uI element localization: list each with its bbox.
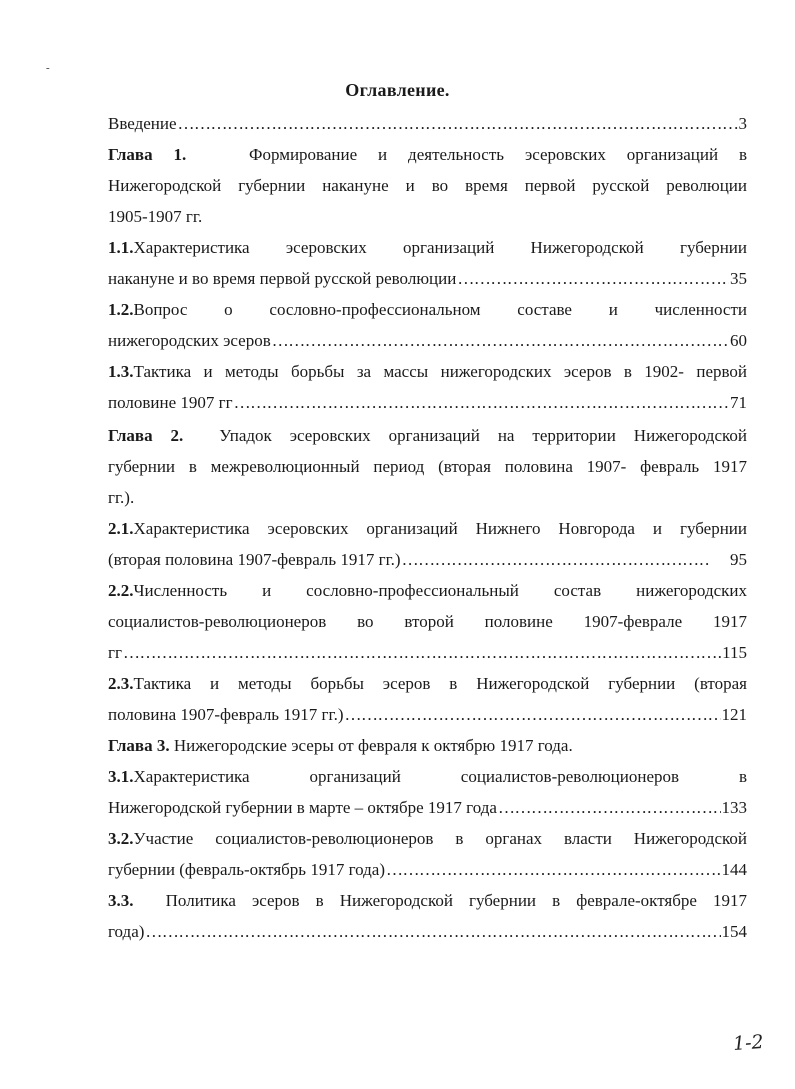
dot-leader (345, 703, 721, 727)
toc-chapter-1-line-3: 1905-1907 гг. (108, 207, 203, 226)
toc-chapter-2-line-2: губернии в межреволюционный период (вторая половина 1907- февраль 1917 (108, 457, 747, 476)
dot-leader (145, 920, 720, 944)
toc-section-label: 2.3. (108, 674, 134, 693)
toc-page-number: 133 (721, 798, 747, 817)
toc-page-number: 154 (721, 922, 747, 941)
toc-section-3-1-line-2: Нижегородской губернии в марте – октябре 1917 года …………………………………………………………………………………………………………………………………………………………… 133 (108, 796, 747, 820)
toc-section-label: 1.1. (108, 238, 134, 257)
dot-leader (386, 858, 721, 882)
toc-section-1-3-line-1: 1.3.Тактика и методы борьбы за массы нижегородских эсеров в 1902- первой (108, 362, 747, 381)
toc-section-1-2-line-2: нижегородских эсеров …………………………………………………………………………………………………………………………………………………………… 60 (108, 329, 747, 353)
toc-section-3-1-line-1: 3.1.Характеристика организаций социалистов-революционеров в (108, 767, 747, 786)
toc-page-number: 121 (721, 705, 747, 724)
dot-leader (457, 267, 729, 291)
toc-entry-intro (108, 112, 747, 136)
toc-section-1-1-line-1: 1.1.Характеристика эсеровских организаций Нижегородской губернии (108, 238, 747, 257)
toc-section-2-3-line-1: 2.3.Тактика и методы борьбы эсеров в Нижегородской губернии (вторая (108, 674, 747, 693)
toc-page-number: 3 (738, 114, 747, 133)
toc-chapter-2-line-3: гг.). (108, 488, 135, 507)
toc-chapter-1-line-1: Глава 1. Формирование и деятельность эсеровских организаций в (108, 145, 747, 164)
dot-leader (498, 796, 721, 820)
dot-leader (123, 641, 721, 665)
dot-leader (234, 391, 729, 415)
dot-leader (178, 112, 738, 136)
toc-page-number: 71 (730, 393, 747, 412)
toc-section-label: 2.2. (108, 581, 134, 600)
toc-section-3-2-line-2: губернии (февраль-октябрь 1917 года) …………………………………………………………………………………………………………………………………………………………… 144 (108, 858, 747, 882)
toc-section-3-3-line-2: года) …………………………………………………………………………………………………………………………………………………………… 154 (108, 920, 747, 944)
toc-chapter-1-line-2: Нижегородской губернии накануне и во время первой русской революции (108, 176, 747, 195)
toc-section-2-2-line-2: социалистов-революционеров во второй половине 1907-феврале 1917 (108, 612, 747, 631)
toc-section-label: 2.1. (108, 519, 134, 538)
toc-section-1-2-line-1: 1.2.Вопрос о сословно-профессиональном составе и численности (108, 300, 747, 319)
toc-page-number: 95 (730, 550, 747, 569)
toc-page-number: 115 (722, 643, 747, 662)
toc-section-1-3-line-2: половине 1907 гг …………………………………………………………………………………………………………………………………………………………… 71 (108, 391, 747, 415)
toc-section-label: 3.1. (108, 767, 134, 786)
toc-page-number: 60 (730, 331, 747, 350)
toc-chapter-2-line-1: Глава 2. Упадок эсеровских организаций на территории Нижегородской (108, 426, 747, 445)
toc-section-label: 3.2. (108, 829, 134, 848)
toc-section-3-2-line-1: 3.2.Участие социалистов-революционеров в органах власти Нижегородской (108, 829, 747, 848)
toc-section-2-2-line-1: 2.2.Численность и сословно-профессиональный состав нижегородских (108, 581, 747, 600)
toc-page-number: 144 (721, 860, 747, 879)
toc-chapter-label: Глава 3. (108, 736, 170, 755)
toc-section-2-3-line-2: половина 1907-февраль 1917 гг.) …………………………………………………………………………………………………………………………………………………………… 121 (108, 703, 747, 727)
toc-section-label: 1.2. (108, 300, 134, 319)
page-title: Оглавление. (345, 80, 450, 100)
toc-section-2-2-line-3: гг …………………………………………………………………………………………………………………………………………………………… 115 (108, 641, 747, 665)
toc-section-2-1-line-1: 2.1.Характеристика эсеровских организаций Нижнего Новгорода и губернии (108, 519, 747, 538)
toc-section-1-1-line-2: накануне и во время первой русской революции …………………………………………………………………………………………………………………………………………………………… 35 (108, 267, 747, 291)
scan-mark: - (46, 62, 50, 74)
toc-section-3-3-line-1: 3.3. Политика эсеров в Нижегородской губернии в феврале-октябре 1917 (108, 891, 747, 910)
handwritten-page-mark: 1-2 (732, 1030, 765, 1056)
toc-page-number: 35 (730, 269, 747, 288)
toc-section-label: 1.3. (108, 362, 134, 381)
toc-chapter-label: Глава 2. (108, 426, 184, 445)
toc-entry-text: Введение (108, 114, 177, 133)
toc-section-label: 3.3. (108, 891, 134, 910)
toc-chapter-label: Глава 1. (108, 145, 187, 164)
dot-leader (272, 329, 729, 353)
toc-section-2-1-line-2: (вторая половина 1907-февраль 1917 гг.) …………………………………………………………………………………………………………………………………………………………… 95 (108, 548, 747, 572)
toc-chapter-3-line-1: Глава 3. Нижегородские эсеры от февраля к октябрю 1917 года. (108, 736, 573, 755)
dot-leader (402, 548, 710, 572)
